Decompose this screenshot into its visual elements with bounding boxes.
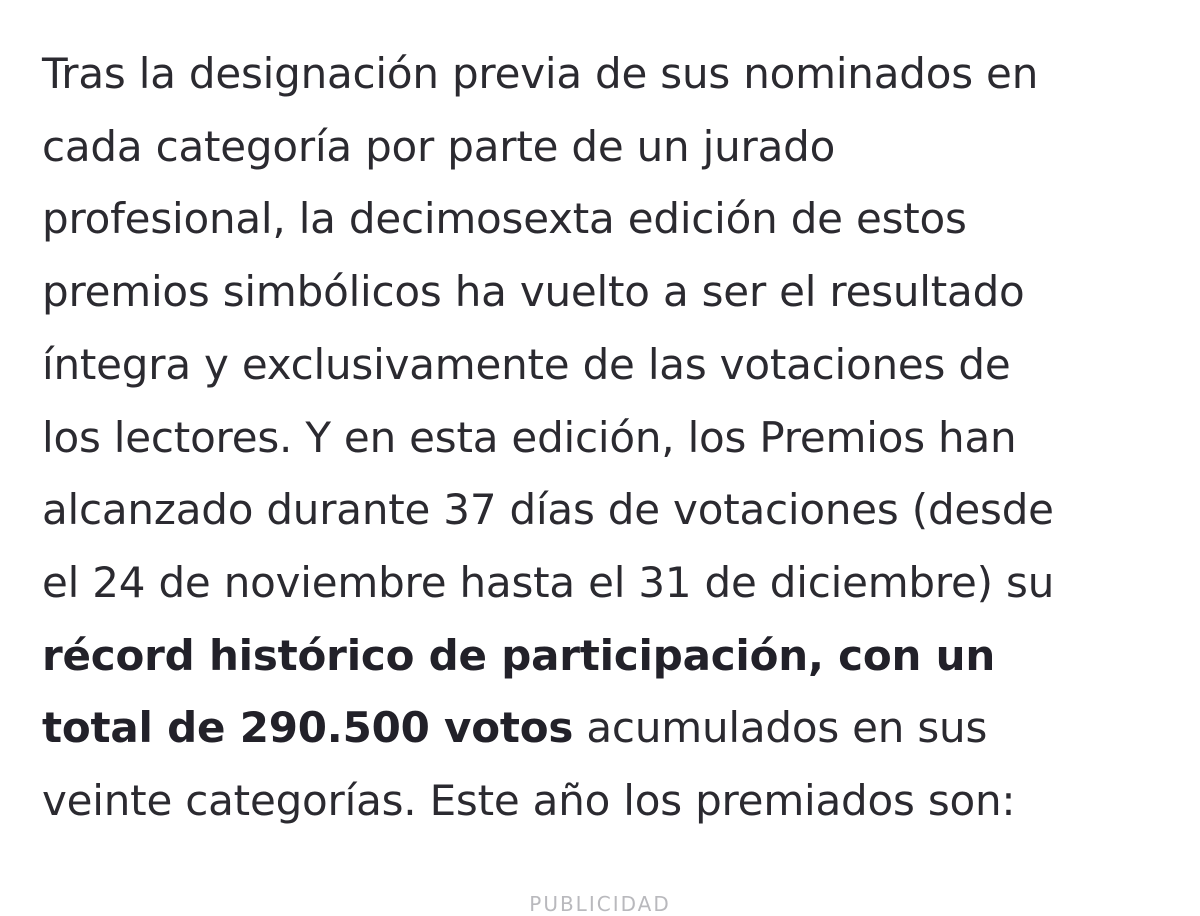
highlight-text: total de 290.500 votos (42, 703, 574, 753)
highlight-text: récord histórico de participación, con un (42, 630, 996, 680)
article-paragraph (42, 38, 1162, 838)
paragraph-line: el 24 de noviembre hasta el 31 de diciembre) su (42, 557, 1055, 607)
article-body (42, 38, 1162, 838)
paragraph-text: acumulados en sus (573, 703, 988, 753)
paragraph-line: alcanzado durante 37 días de votaciones (desde (42, 485, 1054, 535)
paragraph-line: Tras la designación previa de sus nominados en (42, 49, 1039, 98)
paragraph-line: veinte categorías. Este año los premiados son: (42, 776, 1016, 826)
advertisement-label: PUBLICIDAD (529, 892, 671, 916)
paragraph-line: profesional, la decimosexta edición de estos (42, 194, 967, 244)
paragraph-line: premios simbólicos ha vuelto a ser el resultado (42, 267, 1025, 317)
paragraph-line: íntegra y exclusivamente de las votaciones de (42, 339, 1011, 389)
paragraph-line (42, 692, 1162, 765)
paragraph-line: los lectores. Y en esta edición, los Premios han (42, 412, 1017, 462)
paragraph-line: cada categoría por parte de un jurado (42, 121, 836, 171)
